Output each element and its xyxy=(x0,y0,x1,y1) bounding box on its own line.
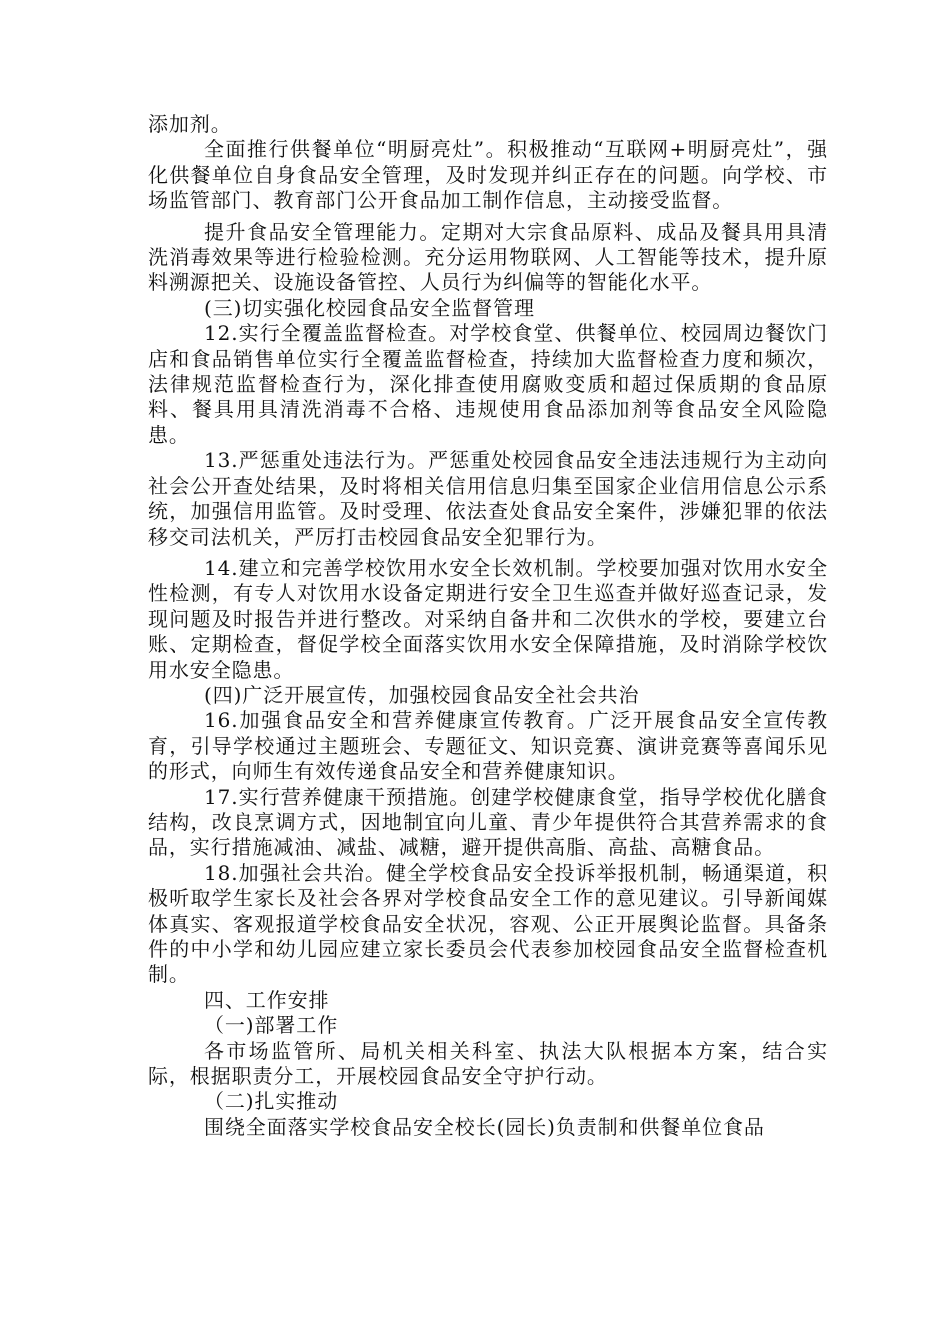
paragraph-item-17: 17.实行营养健康干预措施。创建学校健康食堂，指导学校优化膳食结构，改良烹调方式，因地制宜向儿童、青少年提供符合其营养需求的食品，实行措施减油、减盐、减糖，避开提供高脂、高盐、高糖食品。 xyxy=(148,784,828,860)
paragraph-item-12: 12.实行全覆盖监督检查。对学校食堂、供餐单位、校园周边餐饮门店和食品销售单位实行全覆盖监督检查，持续加大监督检查力度和频次，法律规范监督检查行为，深化排查使用腐败变质和超过保质期的食品原料、餐具用具清洗消毒不合格、违规使用食品添加剂等食品安全风险隐患。 xyxy=(148,321,828,447)
section-heading-3: (三)切实强化校园食品安全监督管理 xyxy=(204,295,535,320)
section-heading-4: (四)广泛开展宣传，加强校园食品安全社会共治 xyxy=(204,682,640,707)
paragraph-bright-kitchen: 全面推行供餐单位“明厨亮灶”。积极推动“互联网+明厨亮灶”，强化供餐单位自身食品安全管理，及时发现并纠正存在的问题。向学校、市场监管部门、教育部门公开食品加工制作信息，主动接受监督。 xyxy=(148,137,828,213)
paragraph-promote: 围绕全面落实学校食品安全校长(园长)负责制和供餐单位食品 xyxy=(204,1114,765,1139)
paragraph-item-16: 16.加强食品安全和营养健康宣传教育。广泛开展食品安全宣传教育，引导学校通过主题班会、专题征文、知识竞赛、演讲竞赛等喜闻乐见的形式，向师生有效传递食品安全和营养健康知识。 xyxy=(148,708,828,784)
document-body xyxy=(148,112,828,1140)
paragraph-item-14: 14.建立和完善学校饮用水安全长效机制。学校要加强对饮用水安全性检测，有专人对饮用水设备定期进行安全卫生巡查并做好巡查记录，发现问题及时报告并进行整改。对采纳自备井和二次供水的学校，要建立台账、定期检查，督促学校全面落实饮用水安全保障措施，及时消除学校饮用水安全隐患。 xyxy=(148,555,828,682)
paragraph-deploy-work: 各市场监管所、局机关相关科室、执法大队根据本方案，结合实际，根据职责分工，开展校园食品安全守护行动。 xyxy=(148,1038,828,1089)
paragraph-item-18: 18.加强社会共治。健全学校食品安全投诉举报机制，畅通渠道，积极听取学生家长及社会各界对学校食品安全工作的意见建议。引导新闻媒体真实、客观报道学校食品安全状况，容观、公正开展舆论监督。具备条件的中小学和幼儿园应建立家长委员会代表参加校园食品安全监督检查机制。 xyxy=(148,860,828,987)
paragraph-item-13: 13.严惩重处违法行为。严惩重处校园食品安全违法违规行为主动向社会公开查处结果，及时将相关信用信息归集至国家企业信用信息公示系统，加强信用监管。及时受理、依法查处食品安全案件，涉嫌犯罪的依法移交司法机关，严厉打击校园食品安全犯罪行为。 xyxy=(148,448,828,549)
paragraph-management-capability: 提升食品安全管理能力。定期对大宗食品原料、成品及餐具用具清洗消毒效果等进行检验检测。充分运用物联网、人工智能等技术，提升原料溯源把关、设施设备管控、人员行为纠偏等的智能化水平。 xyxy=(148,219,828,295)
subheading-deploy-work: （一)部署工作 xyxy=(204,1013,339,1038)
chapter-heading-work-arrangement: 四、工作安排 xyxy=(204,987,330,1012)
subheading-promote: （二)扎实推动 xyxy=(204,1089,339,1114)
paragraph-additive-end: 添加剂。 xyxy=(148,112,232,136)
